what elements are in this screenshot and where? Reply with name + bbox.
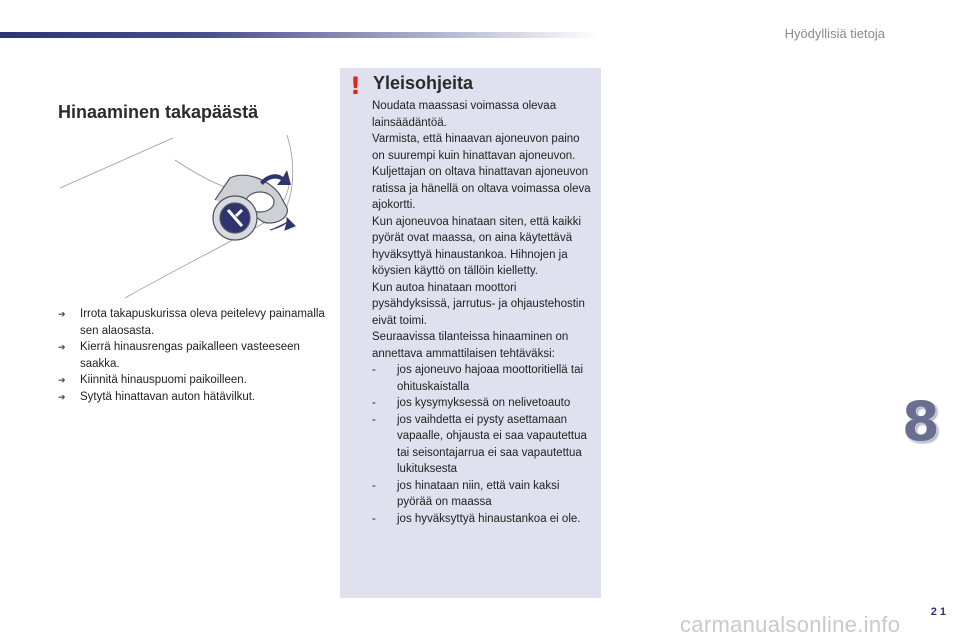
page-title: Hinaaminen takapäästä bbox=[58, 102, 259, 122]
list-item: - jos ajoneuvo hajoaa moottoritiellä tai ohituskaistalla bbox=[372, 364, 584, 393]
chapter-number: 8 bbox=[902, 390, 940, 453]
towing-steps-list bbox=[58, 306, 333, 405]
bullet-arrow-icon: ➔ bbox=[58, 309, 66, 319]
list-item: ➔ Kiinnitä hinauspuomi paikoilleen. bbox=[58, 372, 333, 389]
list-item: ➔ Irrota takapuskurissa oleva peitelevy painamalla sen alaosasta. bbox=[58, 308, 325, 337]
bullet-arrow-icon: ➔ bbox=[58, 391, 66, 402]
list-item: ➔ Sytytä hinattavan auton hätävilkut. bbox=[58, 389, 333, 406]
list-item: - jos hyväksyttyä hinaustankoa ei ole. bbox=[372, 512, 581, 525]
header-accent-bar bbox=[0, 32, 600, 38]
warning-icon: ! bbox=[350, 72, 361, 100]
professional-towing-list bbox=[372, 362, 594, 527]
list-item: - jos vaihdetta ei pysty asettamaan vapaalle, ohjausta ei saa vapautettua tai seisontajarrua ei saa vapautettua lukituksesta bbox=[372, 413, 587, 475]
list-item: - jos hinataan niin, että vain kaksi pyörää on maassa bbox=[372, 479, 560, 508]
panel-title: Yleisohjeita bbox=[373, 73, 474, 93]
panel-body bbox=[372, 98, 594, 527]
towing-ring-illustration bbox=[55, 130, 300, 300]
page-number: 2 1 bbox=[930, 606, 946, 618]
panel-paragraph: Kuljettajan on oltava hinattavan ajoneuvon ratissa ja hänellä on oltava voimassa oleva ajokortti. bbox=[372, 166, 591, 211]
list-item: ➔ Kierrä hinausrengas paikalleen vasteeseen saakka. bbox=[58, 341, 300, 370]
panel-paragraph: Kun autoa hinataan moottori pysähdyksissä, jarrutus- ja ohjaustehostin eivät toimi. bbox=[372, 281, 585, 327]
list-item: - jos kysymyksessä on nelivetoauto bbox=[372, 397, 571, 409]
panel-paragraph: Kun ajoneuvoa hinataan siten, että kaikki pyörät ovat maassa, on aina käytettävä hyväksyttyä hinaustankoa. Hihnojen ja köysien käyttö on tällöin kielletty. bbox=[372, 215, 582, 277]
panel-paragraph: Varmista, että hinaavan ajoneuvon paino on suurempi kuin hinattavan ajoneuvon. bbox=[372, 133, 580, 162]
section-header-title: Hyödyllisiä tietoja bbox=[784, 26, 885, 41]
panel-paragraph: Noudata maassasi voimassa olevaa lainsäädäntöä. bbox=[372, 100, 557, 129]
watermark: carmanualsonline.info bbox=[680, 612, 901, 637]
bullet-arrow-icon: ➔ bbox=[58, 375, 66, 385]
bullet-arrow-icon: ➔ bbox=[58, 342, 66, 352]
panel-paragraph: Seuraavissa tilanteissa hinaaminen on annettava ammattilaisen tehtäväksi: bbox=[372, 331, 569, 360]
